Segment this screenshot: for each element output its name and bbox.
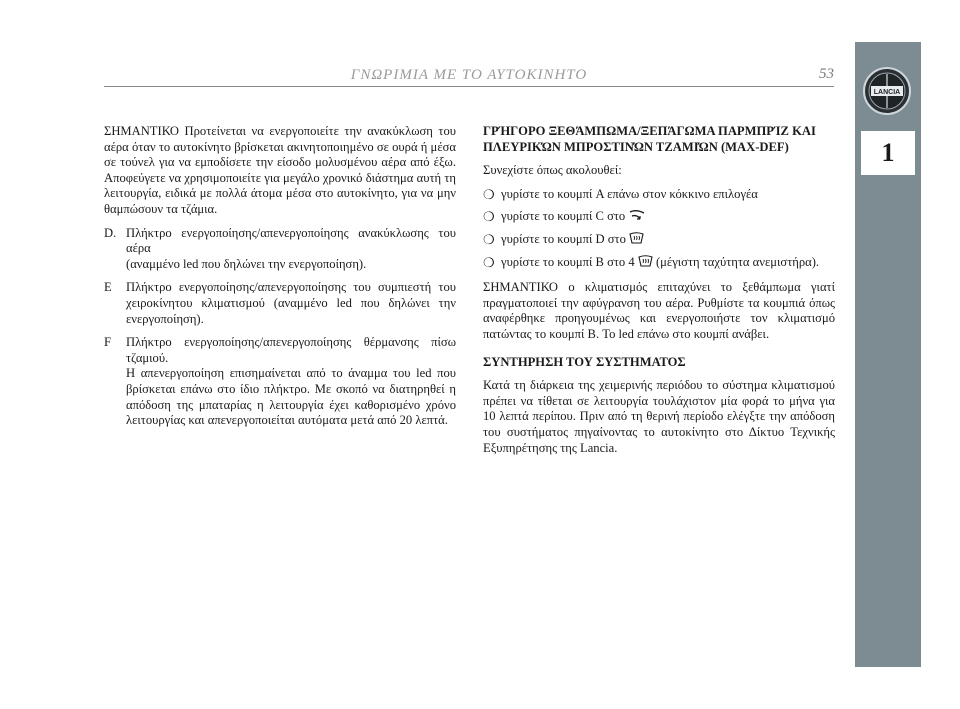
item-e-text: Πλήκτρο ενεργοποίησης/απενεργοποίησης του συμπιεστή του χειροκίνητου κλιματισμού (αναμμένο led που δηλώνει την ενεργοποίηση). bbox=[126, 280, 456, 326]
item-e-letter: E bbox=[104, 280, 112, 295]
bullet-marker: ❍ bbox=[483, 231, 495, 247]
important-note-2: ΣΗΜΑΝΤΙΚΟ ο κλιματισμός επιταχύνει το ξεθάμπωμα γιατί πραγματοποιεί την αφύγρανση του αέρα. Ρυθμίστε τα κουμπιά όπως αναφέρθηκε προηγουμένως και ενεργοποιήστε τον κλιματισμό πατώντας το κουμπί B. Το led επάνω στο κουμπί ανάβει. bbox=[483, 280, 835, 341]
maintenance-text: Κατά τη διάρκεια της χειμερινής περιόδου το σύστημα κλιματισμού πρέπει να τίθεται σε λειτουργία τουλάχιστον μία φορά το μήνα για 10 λεπτά περίπου. Πριν από τη θερινή περίοδο ελέγξτε την απόδοση του συστήματος πηγαίνοντας το αυτοκίνητο στο Δίκτυο Τεχνικής Εξυπηρέτησης της Lancia. bbox=[483, 378, 835, 455]
header-divider bbox=[104, 86, 834, 87]
windscreen-defrost-icon bbox=[638, 255, 653, 268]
item-d bbox=[104, 226, 456, 273]
item-e bbox=[104, 280, 456, 327]
windscreen-defrost-icon bbox=[629, 232, 644, 245]
bullet-marker: ❍ bbox=[483, 186, 495, 202]
item-f-sub: Η απενεργοποίηση επισημαίνεται από το άναμμα του led που βρίσκεται επάνω στο ίδιο πλήκτρο. Με σκοπό να διατηρηθεί η απόδοση της μπαταρίας η λειτουργία έχει καθορισμένο χρόνο λειτουργίας και απενεργοποιείται αυτόματα μετά από 20 λεπτά. bbox=[126, 366, 456, 428]
bullet-text: γυρίστε το κουμπί D στο bbox=[501, 231, 626, 246]
lancia-logo bbox=[862, 66, 912, 116]
airflow-windscreen-feet-icon bbox=[628, 209, 646, 222]
section-heading-maintenance: ΣΥΝΤΗΡΗΣΗ ΤΟΥ ΣΥΣΤΗΜΑΤΟΣ bbox=[483, 354, 686, 369]
logo-text: LANCIA bbox=[873, 89, 901, 96]
list-item bbox=[483, 255, 835, 271]
list-item bbox=[483, 209, 835, 225]
bullet-text-end: (μέγιστη ταχύτητα ανεμιστήρα). bbox=[655, 254, 820, 269]
bullet-text: γυρίστε το κουμπί A επάνω στον κόκκινο επιλογέα bbox=[501, 186, 758, 201]
list-item bbox=[483, 232, 835, 248]
bullet-text-start: γυρίστε το κουμπί B στο 4 bbox=[501, 254, 635, 269]
list-item bbox=[483, 187, 835, 203]
item-d-sub: (αναμμένο led που δηλώνει την ενεργοποίηση). bbox=[126, 256, 367, 271]
bullet-marker: ❍ bbox=[483, 254, 495, 270]
chapter-number: 1 bbox=[861, 131, 915, 175]
important-note: ΣΗΜΑΝΤΙΚΟ Προτείνεται να ενεργοποιείτε την ανακύκλωση του αέρα όταν το αυτοκίνητο βρίσκεται ακινητοποιημένο σε ουρά ή μέσα σε τούνελ για να εμποδίσετε την είσοδο μολυσμένου αέρα από έξω. Αποφεύγετε να χρησιμοποιείτε για μεγάλο χρονικό διάστημα αυτή τη λειτουργία, ειδικά με πολλά άτομα μέσα στο αυτοκίνητο, για να μην θαμπώσουν τα τζάμια. bbox=[104, 124, 456, 216]
intro-text: Συνεχίστε όπως ακολουθεί: bbox=[483, 163, 622, 178]
item-f-letter: F bbox=[104, 335, 112, 350]
item-d-text: Πλήκτρο ενεργοποίησης/απενεργοποίησης ανακύκλωσης του αέρα bbox=[126, 225, 456, 256]
right-column bbox=[483, 124, 835, 456]
bullet-text: γυρίστε το κουμπί C στο bbox=[501, 209, 626, 224]
left-column bbox=[104, 124, 456, 437]
item-f-text: Πλήκτρο ενεργοποίησης/απενεργοποίησης θέρμανσης πίσω τζαμιού. bbox=[126, 335, 456, 365]
section-heading-max-def: ΓΡΉΓΟΡΟ ΞΕΘΆΜΠΩΜΑ/ΞΕΠΆΓΩΜΑ ΠΑΡΜΠΡΊΖ ΚΑΙ ΠΛΕΥΡΙΚΏΝ ΜΠΡΟΣΤΙΝΏΝ ΤΖΑΜΙΏΝ (MAX-DEF) bbox=[483, 124, 816, 154]
running-title: ΓΝΩΡΙΜΙΑ ΜΕ ΤΟ ΑΥΤΟΚΙΝΗΤΟ bbox=[350, 67, 588, 83]
item-f bbox=[104, 335, 456, 429]
bullet-marker: ❍ bbox=[483, 209, 495, 225]
page-number: 53 bbox=[819, 66, 834, 82]
item-d-letter: D. bbox=[104, 225, 117, 240]
